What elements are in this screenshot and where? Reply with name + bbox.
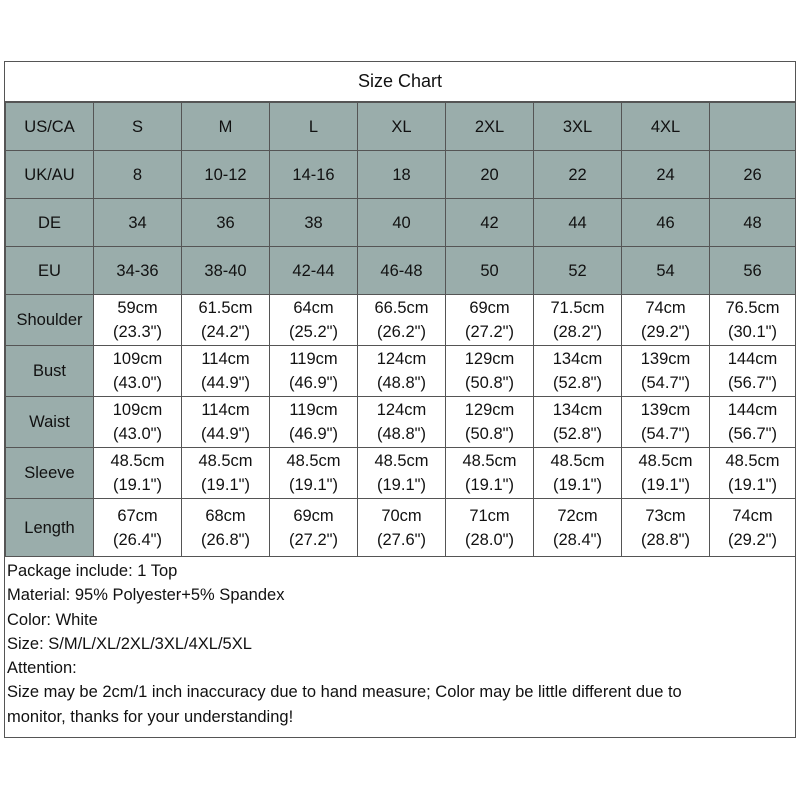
inch-value: (25.2"): [289, 323, 338, 341]
size-cell: 52: [534, 247, 622, 295]
inch-value: (19.1"): [113, 476, 162, 494]
size-cell: L: [270, 103, 358, 151]
measure-cell: [710, 499, 796, 557]
cm-value: 70cm: [381, 506, 422, 525]
inch-value: (50.8"): [465, 425, 514, 443]
measure-cell: [358, 499, 446, 557]
cm-value: 139cm: [640, 401, 691, 419]
inch-value: (19.1"): [553, 476, 602, 494]
cm-value: 134cm: [552, 401, 603, 419]
size-cell: 2XL: [446, 103, 534, 151]
row-label: Sleeve: [6, 448, 94, 499]
product-notes: [7, 559, 793, 729]
cm-value: 67cm: [117, 506, 158, 525]
color-note: Color: White: [7, 610, 98, 629]
disclaimer-line-2: monitor, thanks for your understanding!: [7, 707, 294, 726]
measure-cell: [710, 346, 796, 397]
inch-value: (50.8"): [465, 374, 514, 392]
measure-cell: [710, 397, 796, 448]
measure-row-length: [6, 499, 796, 557]
inch-value: (29.2"): [641, 323, 690, 341]
measure-cell: [534, 448, 622, 499]
measure-row-waist: [6, 397, 796, 448]
size-cell: 38-40: [182, 247, 270, 295]
cm-value: 73cm: [645, 506, 686, 525]
size-cell: 24: [622, 151, 710, 199]
inch-value: (23.3"): [113, 323, 162, 341]
measure-cell: [358, 295, 446, 346]
inch-value: (26.2"): [377, 323, 426, 341]
row-label: UK/AU: [6, 151, 94, 199]
cm-value: 114cm: [201, 350, 250, 368]
measure-cell: [182, 448, 270, 499]
cm-value: 68cm: [205, 506, 246, 525]
size-cell: 42: [446, 199, 534, 247]
inch-value: (43.0"): [113, 374, 162, 392]
cm-value: 48.5cm: [725, 452, 780, 470]
cm-value: 129cm: [464, 401, 515, 419]
measure-row-shoulder: [6, 295, 796, 346]
measure-cell: [270, 448, 358, 499]
size-cell: 36: [182, 199, 270, 247]
inch-value: (46.9"): [289, 425, 338, 443]
size-cell: 18: [358, 151, 446, 199]
row-label: US/CA: [6, 103, 94, 151]
measure-cell: [94, 295, 182, 346]
inch-value: (54.7"): [641, 374, 690, 392]
size-row-eu: [6, 247, 796, 295]
measure-cell: [446, 499, 534, 557]
inch-value: (28.4"): [553, 530, 602, 549]
inch-value: (30.1"): [728, 323, 777, 341]
measure-cell: [358, 397, 446, 448]
row-label: DE: [6, 199, 94, 247]
size-cell: 44: [534, 199, 622, 247]
size-cell: 22: [534, 151, 622, 199]
measure-cell: [270, 295, 358, 346]
row-label: Shoulder: [6, 295, 94, 346]
cm-value: 124cm: [376, 401, 427, 419]
cm-value: 69cm: [293, 506, 334, 525]
size-cell: XL: [358, 103, 446, 151]
attention-label: Attention:: [7, 659, 77, 678]
measure-cell: [534, 295, 622, 346]
size-table: [5, 102, 796, 557]
size-cell: M: [182, 103, 270, 151]
row-label: Waist: [6, 397, 94, 448]
cm-value: 48.5cm: [638, 452, 693, 470]
measure-cell: [94, 397, 182, 448]
row-label: EU: [6, 247, 94, 295]
measure-cell: [534, 346, 622, 397]
size-cell: 54: [622, 247, 710, 295]
measure-cell: [710, 295, 796, 346]
measure-cell: [710, 448, 796, 499]
size-row-de: [6, 199, 796, 247]
inch-value: (28.0"): [465, 530, 514, 549]
inch-value: (29.2"): [728, 530, 777, 549]
measure-cell: [270, 499, 358, 557]
inch-value: (19.1"): [465, 476, 514, 494]
size-cell: 26: [710, 151, 796, 199]
cm-value: 119cm: [289, 401, 338, 419]
size-cell: 4XL: [622, 103, 710, 151]
size-cell: 3XL: [534, 103, 622, 151]
size-cell: 46-48: [358, 247, 446, 295]
measure-cell: [94, 448, 182, 499]
measure-cell: [182, 397, 270, 448]
inch-value: (19.1"): [728, 476, 777, 494]
measure-cell: [182, 499, 270, 557]
cm-value: 66.5cm: [374, 299, 429, 317]
cm-value: 134cm: [552, 350, 603, 368]
inch-value: (19.1"): [377, 476, 426, 494]
size-cell: 40: [358, 199, 446, 247]
size-cell: 38: [270, 199, 358, 247]
measure-row-bust: [6, 346, 796, 397]
cm-value: 74cm: [645, 299, 686, 317]
inch-value: (27.2"): [465, 323, 514, 341]
inch-value: (54.7"): [641, 425, 690, 443]
measure-cell: [446, 397, 534, 448]
cm-value: 144cm: [727, 401, 778, 419]
size-cell: [710, 103, 796, 151]
cm-value: 144cm: [727, 350, 778, 368]
measure-cell: [446, 295, 534, 346]
cm-value: 71cm: [469, 506, 510, 525]
cm-value: 109cm: [112, 350, 163, 368]
material-note: Material: 95% Polyester+5% Spandex: [7, 586, 285, 605]
disclaimer-line-1: Size may be 2cm/1 inch inaccuracy due to hand measure; Color may be little different due to: [7, 683, 682, 702]
size-cell: 10-12: [182, 151, 270, 199]
measure-cell: [622, 295, 710, 346]
size-cell: 46: [622, 199, 710, 247]
inch-value: (19.1"): [641, 476, 690, 494]
measure-cell: [446, 448, 534, 499]
measure-cell: [182, 346, 270, 397]
measure-cell: [270, 397, 358, 448]
size-cell: 42-44: [270, 247, 358, 295]
measure-cell: [94, 499, 182, 557]
inch-value: (52.8"): [553, 374, 602, 392]
inch-value: (43.0"): [113, 425, 162, 443]
size-cell: 50: [446, 247, 534, 295]
size-cell: 20: [446, 151, 534, 199]
inch-value: (28.8"): [641, 530, 690, 549]
inch-value: (56.7"): [728, 374, 777, 392]
measure-cell: [358, 448, 446, 499]
inch-value: (26.4"): [113, 530, 162, 549]
package-note: Package include: 1 Top: [7, 562, 178, 580]
cm-value: 129cm: [464, 350, 515, 368]
measure-cell: [622, 448, 710, 499]
inch-value: (24.2"): [201, 323, 250, 341]
inch-value: (19.1"): [289, 476, 338, 494]
size-note: Size: S/M/L/XL/2XL/3XL/4XL/5XL: [7, 634, 252, 653]
measure-cell: [94, 346, 182, 397]
cm-value: 61.5cm: [198, 299, 253, 317]
measure-cell: [622, 499, 710, 557]
inch-value: (56.7"): [728, 425, 777, 443]
cm-value: 109cm: [112, 401, 163, 419]
cm-value: 48.5cm: [110, 452, 165, 470]
size-cell: S: [94, 103, 182, 151]
cm-value: 74cm: [732, 506, 773, 525]
measure-cell: [270, 346, 358, 397]
cm-value: 59cm: [117, 299, 158, 317]
inch-value: (26.8"): [201, 530, 250, 549]
measure-cell: [534, 499, 622, 557]
size-cell: 48: [710, 199, 796, 247]
measure-row-sleeve: [6, 448, 796, 499]
cm-value: 114cm: [201, 401, 250, 419]
size-row-uk-au: [6, 151, 796, 199]
size-cell: 56: [710, 247, 796, 295]
cm-value: 119cm: [289, 350, 338, 368]
size-cell: 34: [94, 199, 182, 247]
measure-cell: [622, 397, 710, 448]
measure-cell: [182, 295, 270, 346]
inch-value: (48.8"): [377, 374, 426, 392]
cm-value: 48.5cm: [462, 452, 517, 470]
inch-value: (44.9"): [201, 374, 250, 392]
cm-value: 71.5cm: [550, 299, 605, 317]
cm-value: 124cm: [376, 350, 427, 368]
cm-value: 48.5cm: [198, 452, 253, 470]
size-cell: 14-16: [270, 151, 358, 199]
inch-value: (27.2"): [289, 530, 338, 549]
cm-value: 48.5cm: [286, 452, 341, 470]
inch-value: (48.8"): [377, 425, 426, 443]
inch-value: (27.6"): [377, 530, 426, 549]
inch-value: (19.1"): [201, 476, 250, 494]
cm-value: 48.5cm: [374, 452, 429, 470]
cm-value: 76.5cm: [725, 299, 780, 317]
cm-value: 139cm: [640, 350, 691, 368]
inch-value: (44.9"): [201, 425, 250, 443]
measure-cell: [534, 397, 622, 448]
measure-cell: [446, 346, 534, 397]
measure-cell: [622, 346, 710, 397]
row-label: Length: [6, 499, 94, 557]
inch-value: (46.9"): [289, 374, 338, 392]
measure-cell: [358, 346, 446, 397]
inch-value: (28.2"): [553, 323, 602, 341]
size-row-us-ca: [6, 103, 796, 151]
cm-value: 69cm: [469, 299, 510, 317]
cm-value: 72cm: [557, 506, 598, 525]
size-cell: 8: [94, 151, 182, 199]
chart-title: Size Chart: [5, 62, 795, 102]
size-chart: [4, 61, 796, 738]
cm-value: 64cm: [293, 299, 334, 317]
inch-value: (52.8"): [553, 425, 602, 443]
size-cell: 34-36: [94, 247, 182, 295]
row-label: Bust: [6, 346, 94, 397]
cm-value: 48.5cm: [550, 452, 605, 470]
